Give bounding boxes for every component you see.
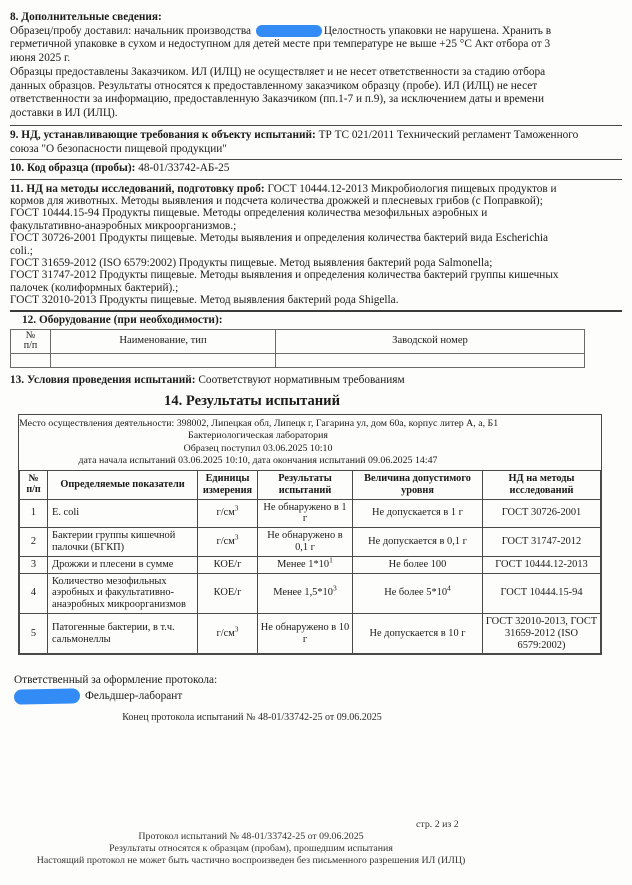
cell-unit: $г/см^3$ — [198, 499, 258, 528]
results-table — [19, 470, 601, 654]
sample-code-value: 48-01/33742-АБ-25 — [135, 161, 230, 174]
cell-unit: $г/см^3$ — [198, 528, 258, 557]
cell-num: 4 — [20, 573, 48, 613]
text-line: факультативно-анаэробных микроорганизмов.; — [10, 219, 237, 232]
cell-result: Менее $1,5*10^3$ — [258, 573, 353, 613]
text-line: ГОСТ 31747-2012 Продукты пищевые. Методы выявления и определения количества бактерий группы кишечных — [10, 269, 559, 282]
text-line: палочек (колиформных бактерий).; — [10, 281, 179, 294]
protocol-end-line: Конец протокола испытаний № 48-01/33742-25 от 09.06.2025 — [122, 712, 382, 724]
cell-result: Не обнаружено в 1 г — [258, 499, 353, 528]
section13-label: 13. Условия проведения испытаний: — [10, 373, 196, 386]
text-line: герметичной упаковке в сухом и недоступном для детей месте при температуре не выше +25 °C Акт отбора от 3 — [10, 38, 551, 51]
results-col-unit: Единицы измерения — [198, 470, 258, 499]
equipment-col-name: Наименование, тип — [51, 329, 276, 353]
cell-method: ГОСТ 10444.15-94 — [483, 573, 601, 613]
result-row — [20, 573, 601, 613]
equipment-col-serial: Заводской номер — [276, 329, 585, 353]
sample-received: Образец поступил 03.06.2025 10:10 — [183, 442, 333, 454]
text-line — [10, 183, 622, 195]
result-row — [20, 528, 601, 557]
section-methods — [10, 180, 622, 307]
redaction-blob — [256, 25, 322, 37]
results-col-num — [20, 470, 48, 499]
section8-heading-text: 8. Дополнительные сведения: — [10, 11, 162, 23]
empty-cell — [51, 353, 276, 367]
cell-limit: Не допускается в 10 г — [353, 613, 483, 653]
equipment-col-num — [11, 329, 51, 353]
cell-unit: КОЕ/г — [198, 573, 258, 613]
section12-heading — [10, 314, 622, 327]
section-additional-info — [10, 11, 622, 121]
header-text: п/п — [26, 483, 41, 495]
footer-line: Результаты относятся к образцам (пробам), прошедшим испытания — [109, 842, 393, 854]
cell-num: 2 — [20, 528, 48, 557]
cell-limit: Не более $5*10^4$ — [353, 573, 483, 613]
empty-cell — [276, 353, 585, 367]
text-line — [10, 128, 622, 142]
lab-name: Бактериологическая лаборатория — [188, 430, 328, 442]
sign-block — [10, 673, 622, 706]
cell-unit: $г/см^3$ — [198, 613, 258, 653]
cell-limit: Не более 100 — [353, 556, 483, 573]
section10-label: 10. Код образца (пробы): — [10, 161, 136, 174]
cell-result: Менее $1*10^1$ — [258, 556, 353, 573]
cell-indicator: Количество мезофильных аэробных и факультативно-анаэробных микроорганизмов — [48, 573, 198, 613]
cell-indicator: Дрожжи и плесени в сумме — [48, 556, 198, 573]
header-text: № — [25, 329, 36, 341]
results-col-indicator: Определяемые показатели — [48, 470, 198, 499]
result-row — [20, 613, 601, 653]
text-line: ГОСТ 32010-2013 Продукты пищевые. Метод выявления бактерий рода Shigella. — [10, 294, 399, 307]
text-line: июня 2025 г. — [10, 52, 71, 65]
text-line: Образцы предоставлены Заказчиком. ИЛ (ИЛЦ) не осуществляет и не несет ответственности за стадию отбора — [10, 65, 546, 78]
equipment-header-row — [11, 329, 585, 353]
text-line: доставки в ИЛ (ИЛЦ). — [10, 106, 118, 119]
section12-label: 12. Оборудование (при необходимости): — [22, 313, 223, 326]
cell-result: Не обнаружено в 10 г — [258, 613, 353, 653]
results-col-limit: Величина допустимого уровня — [353, 470, 483, 499]
section-equipment — [10, 310, 622, 368]
cell-indicator: E. coli — [48, 499, 198, 528]
page-number: стр. 2 из 2 — [416, 819, 459, 830]
section11-label: 11. НД на методы исследований, подготовку проб: — [10, 182, 265, 195]
section9-label: 9. НД, устанавливающие требования к объекту испытаний: — [10, 128, 316, 141]
text-line — [10, 25, 622, 39]
cell-method: ГОСТ 30726-2001 — [483, 499, 601, 528]
header-text: № — [28, 473, 39, 485]
cell-method: ГОСТ 32010-2013, ГОСТ 31659-2012 (ISO 6579:2002) — [483, 613, 601, 653]
cell-method: ГОСТ 31747-2012 — [483, 528, 601, 557]
text-segment: Образец/пробу доставил: начальник производства — [10, 24, 254, 37]
results-header-row — [20, 470, 601, 499]
cell-result: Не обнаружено в 0,1 г — [258, 528, 353, 557]
page-footer — [0, 831, 632, 866]
results-box-header — [19, 415, 601, 470]
equipment-empty-row — [11, 353, 585, 367]
results-box — [18, 414, 602, 656]
text-line: coli.; — [10, 244, 33, 257]
text-line: ГОСТ 31659-2012 (ISO 6579:2002) Продукты пищевые. Метод выявления бактерий рода Salmonella; — [10, 256, 493, 269]
section-test-conditions — [10, 374, 622, 387]
cell-indicator: Патогенные бактерии, в т.ч. сальмонеллы — [48, 613, 198, 653]
text-line: кормов для животных. Методы выявления и подсчета количества дрожжей и плесневых грибов (с Поправкой); — [10, 194, 543, 207]
cell-limit: Не допускается в 1 г — [353, 499, 483, 528]
sign-label: Ответственный за оформление протокола: — [14, 674, 218, 687]
footer-line: Настоящий протокол не может быть частично воспроизведен без письменного разрешения ИЛ (ИЛЦ) — [36, 854, 466, 866]
results-title: 14. Результаты испытаний — [164, 392, 340, 409]
text-line: ГОСТ 10444.15-94 Продукты пищевые. Методы определения количества мезофильных аэробных и — [10, 207, 488, 220]
sign-row — [14, 689, 622, 706]
header-text: п/п — [23, 340, 38, 352]
section-sample-code — [10, 160, 622, 180]
empty-cell — [11, 353, 51, 367]
text-segment: Соответствуют нормативным требованиям — [195, 373, 405, 386]
cell-indicator: Бактерии группы кишечной палочки (БГКП) — [48, 528, 198, 557]
text-segment: ГОСТ 10444.12-2013 Микробиология пищевых продуктов и — [264, 182, 557, 195]
text-line — [10, 162, 622, 176]
text-line: ответственности за информацию, предоставленную Заказчиком (пп.1-7 и п.9), за исключением даты и времени — [10, 93, 545, 106]
redaction-blob — [14, 689, 80, 705]
cell-limit: Не допускается в 0,1 г — [353, 528, 483, 557]
section-requirements — [10, 125, 622, 160]
text-segment: Целостность упаковки не нарушена. Хранить в — [323, 24, 552, 37]
text-line: данных образцов. Результаты относятся к предоставленному заказчиком образцу (пробе). ИЛ (ИЛЦ) не несет — [10, 79, 538, 92]
footer-line: Протокол испытаний № 48-01/33742-25 от 09.06.2025 — [138, 831, 364, 842]
text-line: союза "О безопасности пищевой продукции" — [10, 142, 227, 155]
section8-heading — [10, 11, 622, 25]
activity-address: Место осуществления деятельности: 398002, Липецкая обл, Липецк г, Гагарина ул, дом 60а, корпус литер А, а, Б1 — [19, 417, 499, 429]
equipment-table — [10, 329, 585, 368]
text-line: ГОСТ 30726-2001 Продукты пищевые. Методы выявления и определения количества бактерий вида Escherichia — [10, 232, 549, 245]
result-row — [20, 499, 601, 528]
cell-num: 1 — [20, 499, 48, 528]
results-col-method: НД на методы исследований — [483, 470, 601, 499]
cell-unit: КОЕ/г — [198, 556, 258, 573]
cell-num: 3 — [20, 556, 48, 573]
sign-role: Фельдшер-лаборант — [85, 690, 183, 703]
cell-method: ГОСТ 10444.12-2013 — [483, 556, 601, 573]
test-dates: дата начала испытаний 03.06.2025 10:10, дата окончания испытаний 09.06.2025 14:47 — [78, 455, 438, 467]
text-segment: ТР ТС 021/2011 Технический регламент Таможенного — [315, 128, 579, 141]
results-col-result: Результаты испытаний — [258, 470, 353, 499]
cell-num: 5 — [20, 613, 48, 653]
result-row — [20, 556, 601, 573]
